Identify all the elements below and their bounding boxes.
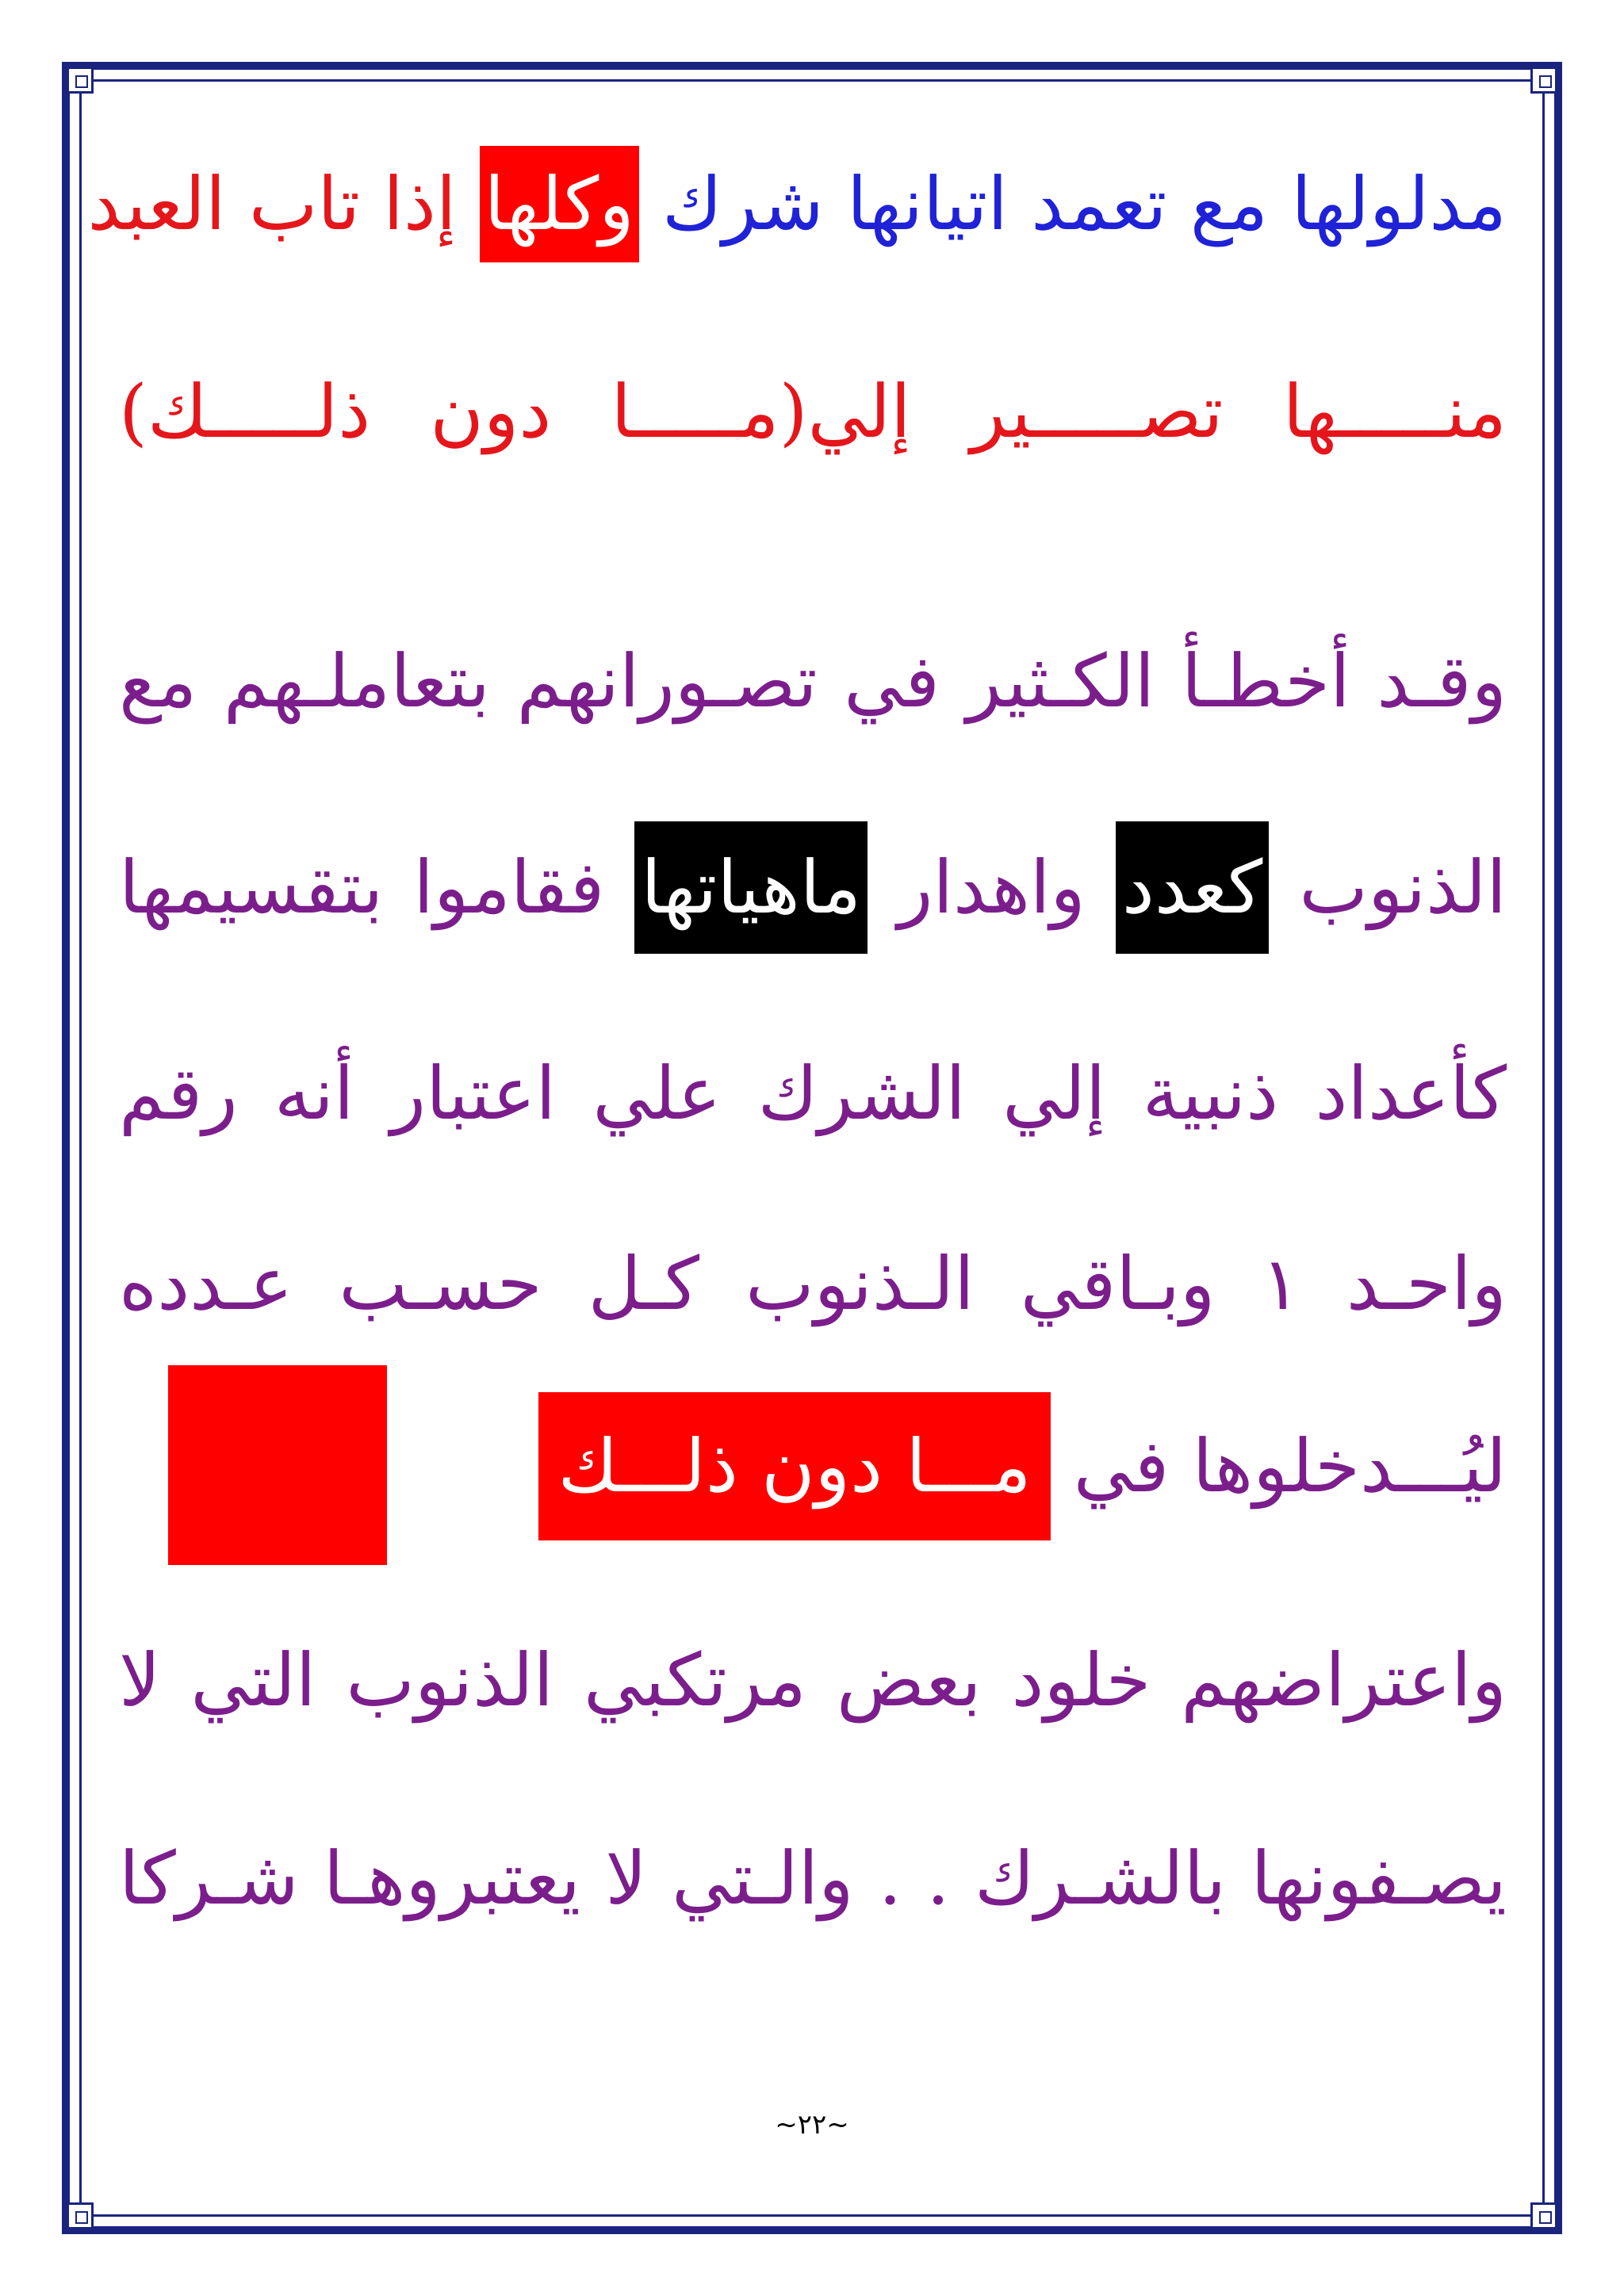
line-6-text: واحـد ١ وبـاقي الـذنوب كـل حسـب عـدده (119, 1242, 1507, 1326)
line-4-part-c: واهدار (898, 845, 1086, 930)
text-line-5 (119, 1031, 1507, 1158)
line-4-part-e: فقاموا بتقسيمها (119, 845, 605, 930)
red-highlight-box (168, 1365, 387, 1565)
line-3-text: وقـد أخطـأ الكـثير في تصـورانهم بتعاملـهم مع (119, 639, 1507, 724)
line-4-black-highlight-2: ماهياتها (634, 821, 868, 954)
line-4-part-a: الذنوب (1299, 845, 1507, 930)
line-7-part-a: ليُـــدخلوها في (1073, 1424, 1507, 1509)
line-8-text: واعتراضهم خلود بعض مرتكبي الذنوب التي لا (119, 1638, 1507, 1723)
text-line-7 (484, 1403, 1507, 1530)
line-1-part-a: مدلولها مع تعمد اتيانها شرك (662, 162, 1507, 247)
text-line-8 (119, 1617, 1507, 1744)
line-7-red-highlight: مـــا دون ذلـــك (538, 1392, 1050, 1540)
text-line-4 (119, 825, 1507, 951)
border-corner-ornament (1530, 67, 1557, 94)
line-1-highlight: وكلها (480, 146, 639, 262)
line-2-text: منـــــها تصـــــير إلي(مـــــا دون ذلـــــك) (119, 369, 1507, 454)
text-line-1 (87, 141, 1507, 268)
border-corner-ornament (1530, 2202, 1557, 2229)
border-corner-ornament (67, 67, 94, 94)
line-4-black-highlight-1: كعدد (1116, 821, 1269, 954)
text-line-3 (119, 618, 1507, 745)
text-line-2 (119, 349, 1507, 476)
line-9-text: يصـفونها بالشـرك . . والـتي لا يعتبروهـا شـركا (119, 1836, 1507, 1921)
line-1-part-c: إذا تاب العبد (87, 162, 457, 247)
text-line-6 (119, 1221, 1507, 1348)
text-line-9 (119, 1816, 1507, 1942)
page-number: ~٢٢~ (775, 2109, 849, 2141)
border-corner-ornament (67, 2202, 94, 2229)
line-5-text: كأعداد ذنبية إلي الشرك علي اعتبار أنه رقم (119, 1051, 1507, 1136)
